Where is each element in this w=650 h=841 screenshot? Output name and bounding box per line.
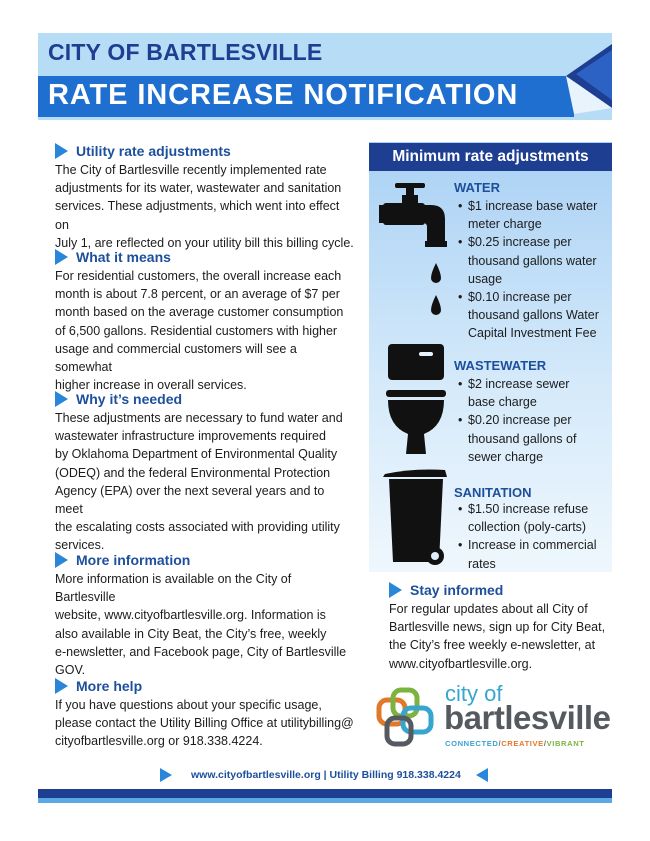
section-body: If you have questions about your specific usage, please contact the Utility Billing Office at utilitybilling@ cityofbartlesville.org or 918.338.4224. [55, 698, 354, 749]
toilet-icon [386, 344, 446, 456]
header-city: CITY OF BARTLESVILLE [48, 39, 323, 65]
triangle-bullet-icon [55, 143, 68, 159]
section-body: These adjustments are necessary to fund water and wastewater infrastructure improvements required by Oklahoma Department of Environmental Quality (ODEQ) and the federal Environmental Protection Agency (EPA) over the next several years and to meet the escalating costs associated with providing utility services. [55, 411, 343, 553]
section-more-information [55, 551, 355, 679]
list-item: • Increase in commercial rates [458, 536, 608, 572]
tagline-connected: CONNECTED [445, 739, 499, 748]
triangle-bullet-icon [389, 582, 402, 598]
section-title: More help [76, 678, 143, 694]
tagline-vibrant: VIBRANT [546, 739, 585, 748]
section-more-help [55, 677, 355, 751]
category-wastewater-title: WASTEWATER [454, 358, 547, 373]
header-arrow-icon [566, 44, 612, 114]
section-stay-informed [389, 581, 619, 673]
list-item: • $0.20 increase per thousand gallons of sewer charge [458, 411, 608, 466]
section-body: For residential customers, the overall increase each month is about 7.8 percent, or an average of $7 per month based on the average customer consumption of 6,500 gallons. Residential customers with higher usage and commercial customers will see a somewhat higher increase in overall services. [55, 269, 344, 393]
logo-tagline [445, 739, 585, 748]
faucet-icon [379, 183, 449, 331]
section-body: For regular updates about all City of Bartlesville news, sign up for City Beat, the City’s free weekly e-newsletter, at www.cityofbartlesville.org. [389, 602, 606, 671]
list-item: • $0.25 increase per thousand gallons water usage [458, 233, 608, 288]
city-logo-mark-icon [373, 686, 439, 748]
category-sanitation-title: SANITATION [454, 485, 532, 500]
tagline-separator: / [543, 739, 547, 748]
triangle-bullet-icon [55, 678, 68, 694]
list-item: • $0.10 increase per thousand gallons Water Capital Investment Fee [458, 288, 608, 343]
trash-cart-icon [383, 468, 449, 568]
sanitation-bullet-list [458, 500, 608, 573]
triangle-bullet-icon [55, 249, 68, 265]
section-why-its-needed [55, 390, 355, 555]
section-title: Stay informed [410, 582, 504, 598]
list-item: • $2 increase sewer base charge [458, 375, 608, 411]
header-title: RATE INCREASE NOTIFICATION [48, 79, 519, 111]
water-bullet-list [458, 197, 608, 343]
triangle-bullet-icon [55, 552, 68, 568]
section-what-it-means [55, 248, 355, 394]
footer-arrow-right-icon [160, 768, 172, 782]
triangle-bullet-icon [55, 391, 68, 407]
tagline-separator: / [498, 739, 502, 748]
footer-bar-accent [38, 798, 612, 803]
category-water-title: WATER [454, 180, 500, 195]
section-title: What it means [76, 249, 171, 265]
section-title: More information [76, 552, 191, 568]
section-utility-rate-adjustments [55, 142, 355, 252]
footer-bar [38, 789, 612, 798]
section-body: The City of Bartlesville recently implemented rate adjustments for its water, wastewater and sanitation services. These adjustments, which went into effect on July 1, are reflected on your utility bill this billing cycle. [55, 163, 354, 250]
rate-panel-title: Minimum rate adjustments [369, 143, 612, 171]
logo-city-text: city of [445, 681, 503, 706]
section-title: Why it’s needed [76, 391, 183, 407]
list-item: • $1.50 increase refuse collection (poly-carts) [458, 500, 608, 536]
tagline-creative: CREATIVE [501, 739, 544, 748]
list-item: • $1 increase base water meter charge [458, 197, 608, 233]
wastewater-bullet-list [458, 375, 608, 466]
logo-name-text: bartlesville [444, 699, 611, 736]
footer-arrow-left-icon [476, 768, 488, 782]
footer-contact-text: www.cityofbartlesville.org | Utility Billing 918.338.4224 [191, 769, 461, 781]
section-body: More information is available on the City of Bartlesville website, www.cityofbartlesville.org. Information is also available in City Beat, the City’s free, weekly e-newsletter, and Facebook page, City of Bartlesville GOV. [55, 572, 347, 678]
section-title: Utility rate adjustments [76, 143, 231, 159]
